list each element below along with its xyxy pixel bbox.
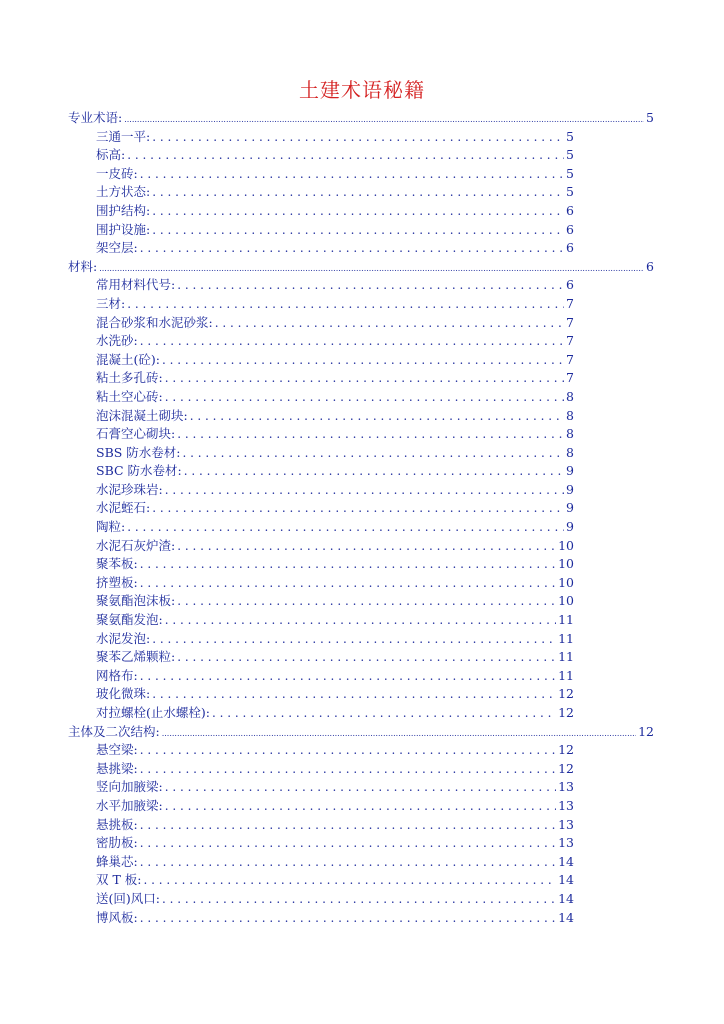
- toc-page-number: 14: [558, 853, 574, 869]
- toc-page-number: 13: [558, 779, 574, 795]
- toc-entry[interactable]: [0, 853, 574, 872]
- toc-entry-text: 三通一平:: [96, 128, 151, 144]
- toc-leader-dots: [177, 537, 556, 556]
- toc-entry[interactable]: [0, 276, 574, 295]
- toc-entry[interactable]: [0, 518, 574, 537]
- toc-entry-text: 网格布:: [96, 667, 138, 683]
- toc-leader-dots: [140, 853, 556, 872]
- toc-leader-dots: [152, 499, 564, 518]
- toc-entry[interactable]: [0, 314, 574, 333]
- toc-entry[interactable]: [0, 351, 574, 370]
- toc-leader-dots: [215, 314, 564, 333]
- toc-leader-dots: [140, 574, 556, 593]
- toc-entry-text: 蜂巢芯:: [96, 853, 138, 869]
- toc-entry-text: SBS 防水卷材:: [96, 444, 181, 460]
- toc-page-number: 14: [558, 909, 574, 925]
- toc-page-number: 7: [566, 370, 574, 386]
- toc-leader-dots: [127, 295, 564, 314]
- toc-page-number: 5: [566, 184, 574, 200]
- toc-page-number: 9: [566, 463, 574, 479]
- toc-leader-dots: [127, 146, 564, 165]
- toc-page-number: 10: [558, 593, 574, 609]
- toc-page-number: 11: [558, 667, 574, 683]
- toc-leader-dots: [152, 183, 564, 202]
- toc-entry-text: 土方状态:: [96, 184, 151, 200]
- toc-entry[interactable]: [0, 369, 574, 388]
- toc-section-entry[interactable]: [0, 258, 654, 277]
- toc-leader-dots: [140, 760, 556, 779]
- toc-leader-dots: [140, 909, 556, 928]
- toc-entry[interactable]: [0, 183, 574, 202]
- toc-page-number: 10: [558, 556, 574, 572]
- toc-leader-dots: [140, 741, 556, 760]
- toc-entry[interactable]: [0, 499, 574, 518]
- toc-entry[interactable]: [0, 648, 574, 667]
- toc-leader-dots: [212, 704, 556, 723]
- toc-page-number: 5: [566, 128, 574, 144]
- toc-entry[interactable]: [0, 202, 574, 221]
- toc-entry-text: 博风板:: [96, 909, 138, 925]
- toc-page-number: 6: [646, 258, 654, 274]
- toc-entry-text: 围护结构:: [96, 202, 151, 218]
- toc-leader-dots: [140, 555, 556, 574]
- table-of-contents: [0, 109, 724, 927]
- toc-leader-dots: [183, 444, 565, 463]
- toc-entry-text: 石膏空心砌块:: [96, 426, 176, 442]
- toc-entry[interactable]: [0, 146, 574, 165]
- toc-entry[interactable]: [0, 165, 574, 184]
- toc-page-number: 7: [566, 314, 574, 330]
- toc-leader-dots: [190, 407, 564, 426]
- toc-entry[interactable]: [0, 574, 574, 593]
- toc-entry-text: 围护设施:: [96, 221, 151, 237]
- toc-leader-dots: [162, 351, 564, 370]
- toc-entry-text: 聚苯板:: [96, 556, 138, 572]
- toc-leader-dots: [152, 221, 564, 240]
- toc-section-entry[interactable]: [0, 723, 654, 742]
- toc-entry[interactable]: [0, 128, 574, 147]
- toc-leader-dots: [127, 518, 564, 537]
- toc-entry-text: 常用材料代号:: [96, 277, 176, 293]
- toc-leader-dots: [140, 834, 556, 853]
- toc-entry[interactable]: [0, 667, 574, 686]
- toc-entry[interactable]: [0, 555, 574, 574]
- toc-page-number: 8: [566, 444, 574, 460]
- toc-entry-text: 粘土多孔砖:: [96, 370, 163, 386]
- toc-leader-dots: [152, 128, 564, 147]
- toc-page-number: 7: [566, 333, 574, 349]
- toc-page-number: 6: [566, 277, 574, 293]
- toc-leader-dots: [177, 592, 556, 611]
- toc-entry-text: 标高:: [96, 147, 126, 163]
- toc-leader-dots: [140, 667, 556, 686]
- toc-leader-dots: [177, 648, 556, 667]
- toc-page-number: 13: [558, 797, 574, 813]
- toc-entry-text: 混凝土(砼):: [96, 351, 160, 367]
- page-title: 土建术语秘籍: [299, 78, 425, 102]
- toc-entry-text: 水泥发泡:: [96, 630, 151, 646]
- toc-entry[interactable]: [0, 816, 574, 835]
- toc-entry-text: 材料:: [68, 258, 98, 274]
- toc-leader-dots: [184, 462, 564, 481]
- toc-page-number: 11: [558, 630, 574, 646]
- toc-entry-text: SBC 防水卷材:: [96, 463, 182, 479]
- toc-leader-dots: [99, 258, 644, 279]
- toc-entry[interactable]: [0, 685, 574, 704]
- toc-page-number: 13: [558, 816, 574, 832]
- toc-leader-dots: [177, 425, 564, 444]
- toc-entry[interactable]: [0, 388, 574, 407]
- toc-entry-text: 三材:: [96, 295, 126, 311]
- toc-entry[interactable]: [0, 704, 574, 723]
- toc-entry[interactable]: [0, 481, 574, 500]
- toc-leader-dots: [152, 630, 556, 649]
- toc-entry[interactable]: [0, 909, 574, 928]
- toc-entry-text: 水洗砂:: [96, 333, 138, 349]
- toc-entry-text: 聚氨酯发泡:: [96, 612, 163, 628]
- toc-entry-text: 悬挑梁:: [96, 760, 138, 776]
- toc-entry-text: 主体及二次结构:: [68, 723, 160, 739]
- toc-entry[interactable]: [0, 871, 574, 890]
- toc-page-number: 14: [558, 890, 574, 906]
- toc-leader-dots: [165, 481, 564, 500]
- toc-leader-dots: [140, 165, 564, 184]
- toc-leader-dots: [140, 332, 564, 351]
- toc-entry[interactable]: [0, 462, 574, 481]
- toc-leader-dots: [165, 611, 556, 630]
- toc-page-number: 10: [558, 574, 574, 590]
- toc-page-number: 7: [566, 295, 574, 311]
- toc-entry-text: 陶粒:: [96, 519, 126, 535]
- toc-page-number: 12: [558, 686, 574, 702]
- toc-entry[interactable]: [0, 407, 574, 426]
- toc-page-number: 5: [646, 110, 654, 125]
- toc-page-number: 12: [558, 742, 574, 758]
- toc-entry-text: 竖向加腋梁:: [96, 779, 163, 795]
- toc-entry[interactable]: [0, 834, 574, 853]
- toc-leader-dots: [124, 109, 644, 130]
- toc-entry-text: 泡沫混凝土砌块:: [96, 407, 188, 423]
- toc-section-entry[interactable]: [0, 109, 654, 128]
- toc-leader-dots: [144, 871, 557, 890]
- toc-page-number: 7: [566, 351, 574, 367]
- toc-leader-dots: [140, 239, 564, 258]
- toc-entry-text: 聚氨酯泡沫板:: [96, 593, 176, 609]
- toc-entry[interactable]: [0, 239, 574, 258]
- toc-page-number: 10: [558, 537, 574, 553]
- toc-entry[interactable]: [0, 221, 574, 240]
- toc-entry[interactable]: [0, 611, 574, 630]
- toc-entry-text: 水平加腋梁:: [96, 797, 163, 813]
- toc-entry-text: 双 T 板:: [96, 872, 142, 888]
- toc-page-number: 6: [566, 221, 574, 237]
- toc-leader-dots: [165, 388, 564, 407]
- toc-page-number: 9: [566, 519, 574, 535]
- toc-entry[interactable]: [0, 537, 574, 556]
- toc-leader-dots: [162, 890, 556, 909]
- toc-entry-text: 挤塑板:: [96, 574, 138, 590]
- toc-entry-text: 水泥珍珠岩:: [96, 481, 163, 497]
- toc-page-number: 13: [558, 835, 574, 851]
- toc-entry[interactable]: [0, 630, 574, 649]
- toc-page-number: 12: [638, 723, 654, 739]
- toc-leader-dots: [152, 202, 564, 221]
- toc-page-number: 5: [566, 165, 574, 181]
- toc-entry-text: 混合砂浆和水泥砂浆:: [96, 314, 213, 330]
- toc-entry[interactable]: [0, 741, 574, 760]
- toc-entry-text: 一皮砖:: [96, 165, 138, 181]
- toc-page-number: 6: [566, 240, 574, 256]
- toc-page-number: 12: [558, 760, 574, 776]
- toc-page-number: 11: [558, 612, 574, 628]
- toc-entry-text: 水泥石灰炉渣:: [96, 537, 176, 553]
- toc-leader-dots: [165, 797, 556, 816]
- toc-entry-text: 密肋板:: [96, 835, 138, 851]
- toc-page-number: 8: [566, 426, 574, 442]
- toc-leader-dots: [177, 276, 564, 295]
- toc-page-number: 9: [566, 481, 574, 497]
- toc-entry-text: 对拉螺栓(止水螺栓):: [96, 705, 210, 720]
- toc-leader-dots: [162, 723, 636, 744]
- toc-leader-dots: [140, 816, 556, 835]
- toc-entry-text: 粘土空心砖:: [96, 388, 163, 404]
- toc-entry-text: 架空层:: [96, 240, 138, 256]
- toc-entry[interactable]: [0, 425, 574, 444]
- toc-entry[interactable]: [0, 444, 574, 463]
- toc-entry[interactable]: [0, 778, 574, 797]
- toc-page-number: 8: [566, 407, 574, 423]
- toc-entry-text: 悬挑板:: [96, 816, 138, 832]
- toc-entry-text: 送(回)风口:: [96, 890, 160, 906]
- toc-page-number: 8: [566, 388, 574, 404]
- toc-entry[interactable]: [0, 592, 574, 611]
- toc-entry[interactable]: [0, 295, 574, 314]
- toc-entry-text: 水泥蛭石:: [96, 500, 151, 516]
- toc-entry[interactable]: [0, 332, 574, 351]
- toc-page-number: 11: [558, 649, 574, 665]
- toc-entry-text: 聚苯乙烯颗粒:: [96, 649, 176, 665]
- toc-entry[interactable]: [0, 760, 574, 779]
- toc-leader-dots: [152, 685, 556, 704]
- toc-page-number: 9: [566, 500, 574, 516]
- toc-page-number: 6: [566, 202, 574, 218]
- toc-entry[interactable]: [0, 797, 574, 816]
- toc-leader-dots: [165, 778, 556, 797]
- toc-page-number: 12: [558, 705, 574, 720]
- toc-entry[interactable]: [0, 890, 574, 909]
- toc-entry-text: 悬空梁:: [96, 742, 138, 758]
- toc-leader-dots: [165, 369, 564, 388]
- toc-page-number: 14: [558, 872, 574, 888]
- toc-page-number: 5: [566, 147, 574, 163]
- toc-entry-text: 玻化微珠:: [96, 686, 151, 702]
- toc-entry-text: 专业术语:: [68, 110, 123, 125]
